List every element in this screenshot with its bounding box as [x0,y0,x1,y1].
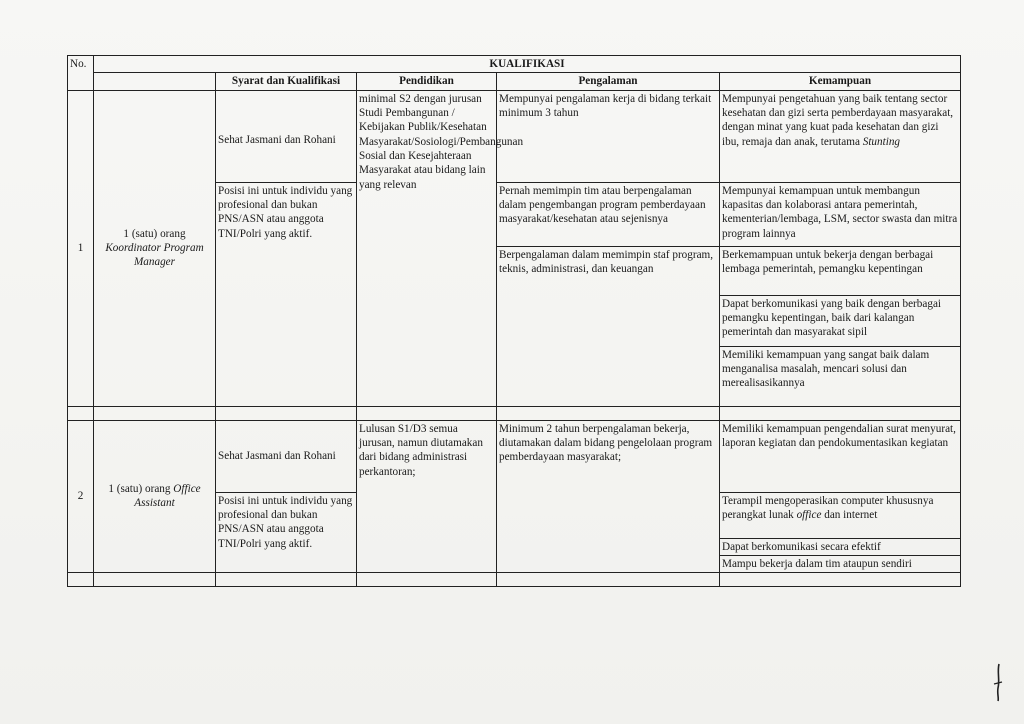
position-number: 2 [68,420,94,573]
table-row [68,420,961,492]
kemampuan-cell: Dapat berkomunikasi secara efektif [720,538,961,555]
syarat-cell: Posisi ini untuk individu yang profesional dan bukan PNS/ASN atau anggota TNI/Polri yang aktif. [216,492,357,573]
spacer-row [68,406,961,420]
kemampuan-cell: Mampu bekerja dalam tim ataupun sendiri [720,555,961,572]
pengalaman-cell: Mempunyai pengalaman kerja di bidang terkait minimum 3 tahun [497,90,720,182]
syarat-cell: Sehat Jasmani dan Rohani [216,420,357,492]
spacer-row [68,573,961,587]
kemampuan-text: Terampil mengoperasikan computer khususnya perangkat lunak [722,494,934,521]
kemampuan-cell [720,90,961,182]
position-title-prefix: 1 (satu) orang [108,483,171,496]
pengalaman-cell: Minimum 2 tahun berpengalaman bekerja, diutamakan dalam bidang pengelolaan program pemberdayaan masyarakat; [497,420,720,573]
kemampuan-cell [720,492,961,538]
pendidikan-cell: Lulusan S1/D3 semua jurusan, namun diutamakan dari bidang administrasi perkantoran; [357,420,497,573]
table-row [68,90,961,182]
header-pengalaman: Pengalaman [497,73,720,90]
header-pendidikan: Pendidikan [357,73,497,90]
kemampuan-italic: office [796,508,822,521]
kemampuan-text: Mempunyai pengetahuan yang baik tentang sector kesehatan dan gizi serta pemberdayaan masyarakat, dengan minat yang kuat pada kesehatan dan gizi ibu, remaja dan anak, terutama [722,92,954,148]
position-title-italic: Koordinator Program Manager [105,241,204,269]
kemampuan-cell: Mempunyai kemampuan untuk membangun kapasitas dan kolaborasi antara pemerintah, kementerian/lembaga, LSM, sector swasta dan mitra program lainnya [720,182,961,246]
header-blank [94,73,216,90]
position-number: 1 [68,90,94,406]
header-kemampuan: Kemampuan [720,73,961,90]
position-title-italic: Office Assistant [134,483,201,510]
header-no: No. [68,56,94,91]
pengalaman-cell: Berpengalaman dalam memimpin staf program, teknis, administrasi, dan keuangan [497,246,720,406]
qualification-table [67,55,961,587]
syarat-cell: Sehat Jasmani dan Rohani [216,90,357,182]
kemampuan-after: dan internet [821,508,878,521]
pengalaman-cell: Pernah memimpin tim atau berpengalaman dalam pengembangan program pemberdayaan masyarakat/kesehatan atau sejenisnya [497,182,720,246]
kemampuan-cell: Memiliki kemampuan pengendalian surat menyurat, laporan kegiatan dan pendokumentasikan kegiatan [720,420,961,492]
pendidikan-cell: minimal S2 dengan jurusan Studi Pembangunan / Kebijakan Publik/Kesehatan Masyarakat/Sosiologi/Pembangunan Sosial dan Kesejahteraan Masyarakat atau bidang lain yang relevan [357,90,497,406]
kemampuan-italic: Stunting [862,135,901,148]
kemampuan-cell: Berkemampuan untuk bekerja dengan berbagai lembaga pemerintah, pemangku kepentingan [720,246,961,295]
position-title [94,420,216,573]
position-title [94,90,216,406]
kemampuan-cell: Dapat berkomunikasi yang baik dengan berbagai pemangku kepentingan, baik dari kalangan pemerintah dan masyarakat sipil [720,295,961,346]
kemampuan-cell: Memiliki kemampuan yang sangat baik dalam menganalisa masalah, mencari solusi dan merealisasikannya [720,346,961,406]
position-title-prefix: 1 (satu) orang [123,227,186,240]
handwritten-paraph-mark [992,662,1004,702]
header-kualifikasi: KUALIFIKASI [94,56,961,73]
syarat-cell: Posisi ini untuk individu yang profesional dan bukan PNS/ASN atau anggota TNI/Polri yang aktif. [216,182,357,406]
header-syarat: Syarat dan Kualifikasi [216,73,357,90]
